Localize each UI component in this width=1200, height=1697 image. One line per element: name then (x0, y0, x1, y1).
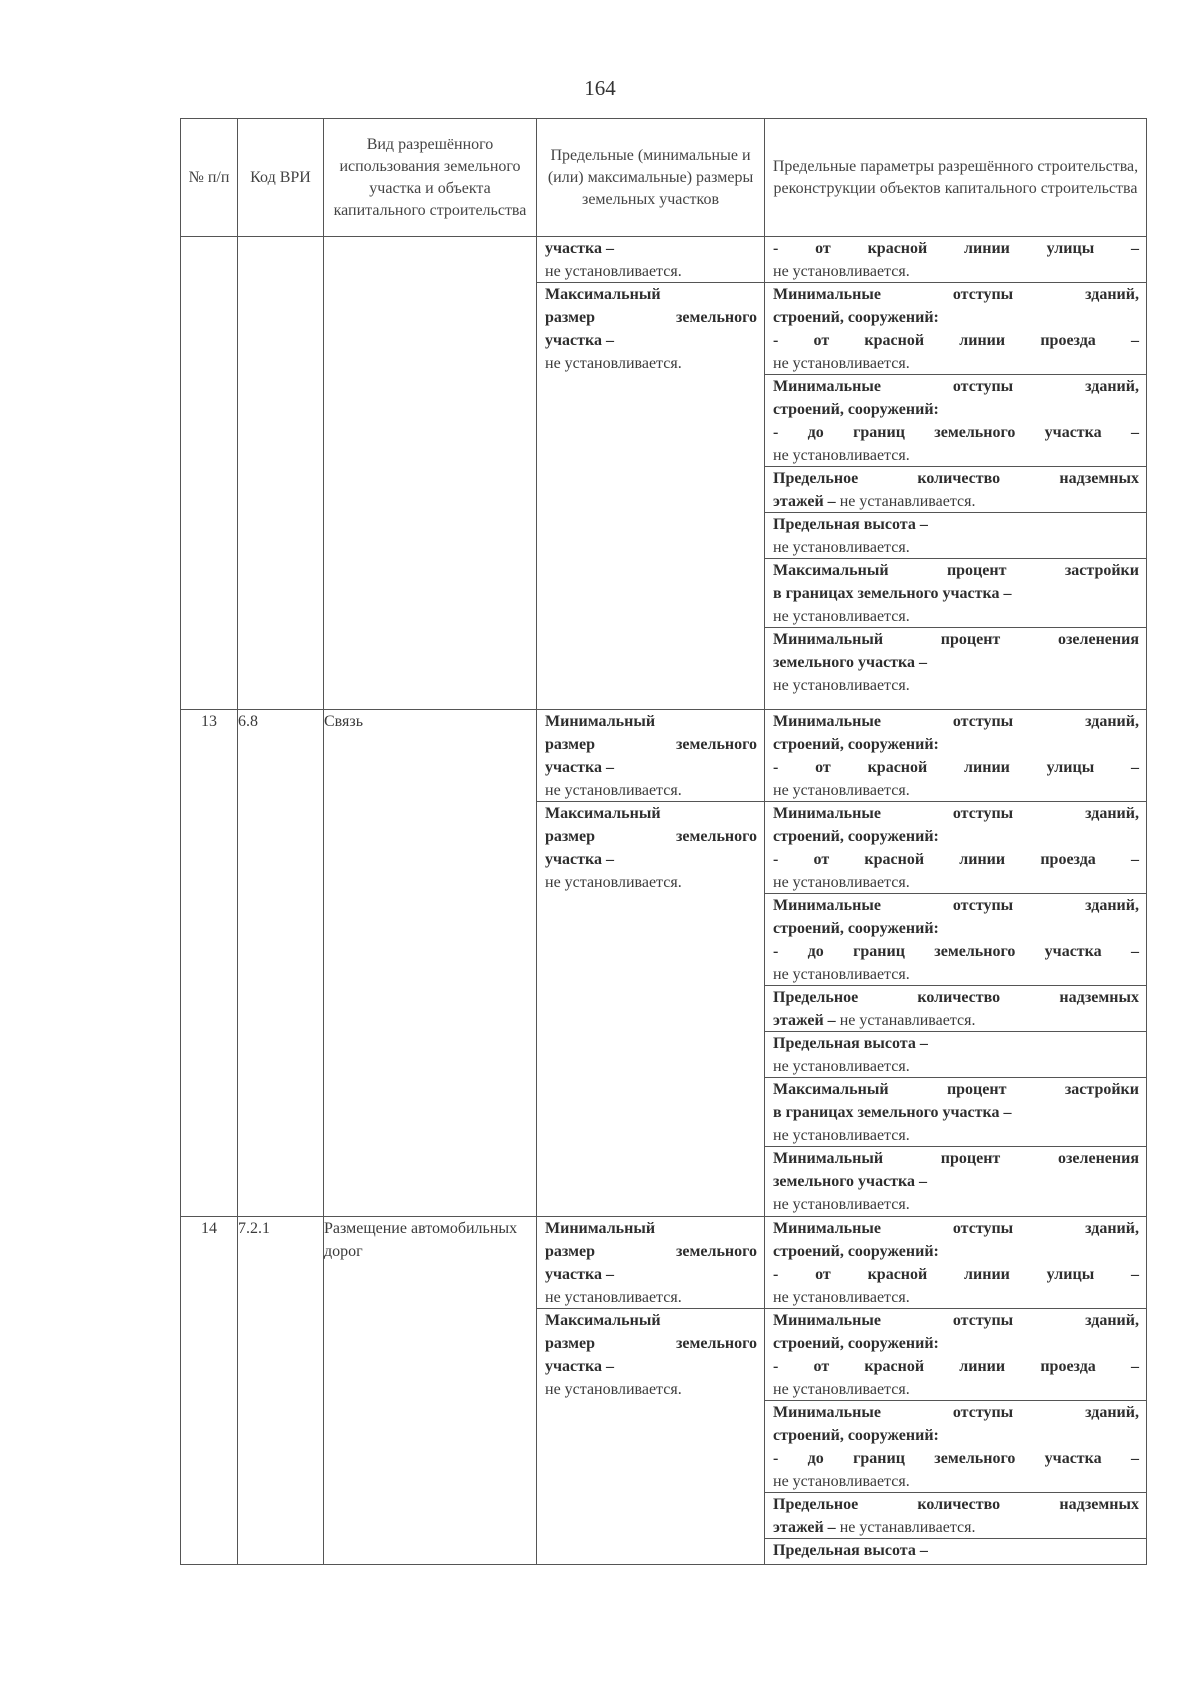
max-size (537, 802, 764, 1216)
param-text: в границах земельного участка – (773, 1104, 1012, 1121)
param-floors (765, 1493, 1146, 1539)
row-name: Связь (324, 710, 537, 1217)
row-code (238, 237, 324, 710)
param-text: Максимальный процент застройки (773, 1081, 1139, 1098)
param-build-pct (765, 1078, 1146, 1147)
param-floors (765, 467, 1146, 513)
size-text: размер земельного (545, 1243, 757, 1260)
param-text: Минимальные отступы зданий, (773, 1312, 1139, 1329)
page-number: 164 (584, 76, 616, 100)
size-text: размер земельного (545, 309, 757, 326)
size-text: не установливается. (545, 1289, 682, 1306)
size-text: Минимальный (545, 713, 656, 730)
param-text: - от красной линии проезда – (773, 332, 1139, 349)
param-text: земельного участка – (773, 654, 928, 671)
row-name: Размещение автомобильных дорог (324, 1217, 537, 1565)
sizes-cell (537, 710, 765, 1217)
row-name (324, 237, 537, 710)
param-text: - до границ земельного участка – (773, 1450, 1139, 1467)
row-num: 13 (181, 710, 238, 1217)
param-text: не установливается. (773, 782, 910, 799)
param-text: не установливается. (773, 263, 910, 280)
param-floors (765, 986, 1146, 1032)
param-text: не установливается. (773, 1196, 910, 1213)
param-border (765, 375, 1146, 467)
param-green-pct (765, 628, 1146, 697)
param-text: не установливается. (773, 677, 910, 694)
param-text: Минимальные отступы зданий, (773, 805, 1139, 822)
param-text: Минимальные отступы зданий, (773, 897, 1139, 914)
param-text: строений, сооружений: (773, 309, 939, 326)
param-text: строений, сооружений: (773, 1335, 939, 1352)
param-build-pct (765, 559, 1146, 628)
param-text: Предельная высота – (773, 1542, 928, 1559)
row-code: 6.8 (238, 710, 324, 1217)
param-driveway (765, 1309, 1146, 1401)
param-text: Минимальные отступы зданий, (773, 286, 1139, 303)
size-text: участка – (545, 851, 614, 868)
size-text: размер земельного (545, 1335, 757, 1352)
param-text: Минимальные отступы зданий, (773, 1404, 1139, 1421)
table-header-row (181, 119, 1147, 237)
size-text: не установливается. (545, 874, 682, 891)
param-street (765, 237, 1146, 283)
row-code: 7.2.1 (238, 1217, 324, 1565)
param-text: земельного участка – (773, 1173, 928, 1190)
param-text: не установливается. (773, 1289, 910, 1306)
param-text: не установливается. (773, 966, 910, 983)
param-text: Минимальные отступы зданий, (773, 378, 1139, 395)
param-text: Предельное количество надземных (773, 470, 1139, 487)
params-cell (765, 1217, 1147, 1565)
size-text: участка – (545, 332, 614, 349)
param-text: не устанавливается. (835, 1519, 976, 1536)
param-text: - от красной линии проезда – (773, 1358, 1139, 1375)
header-kind: Вид разрешённого использования земельного участка и объекта капитального строительства (324, 119, 537, 237)
param-text: не установливается. (773, 1058, 910, 1075)
param-text: не установливается. (773, 447, 910, 464)
size-text: не установливается. (545, 263, 682, 280)
param-street (765, 1217, 1146, 1309)
size-text: участка – (545, 1266, 614, 1283)
param-text: Минимальный процент озеленения (773, 1150, 1139, 1167)
param-text: не устанавливается. (835, 493, 976, 510)
size-text: размер земельного (545, 736, 757, 753)
table-row (181, 237, 1147, 710)
param-green-pct (765, 1147, 1146, 1216)
param-text: этажей – (773, 1012, 836, 1029)
param-border (765, 1401, 1146, 1493)
param-text: этажей – (773, 493, 836, 510)
header-code: Код ВРИ (238, 119, 324, 237)
param-text: не установливается. (773, 1127, 910, 1144)
param-text: строений, сооружений: (773, 736, 939, 753)
size-text: Максимальный (545, 1312, 661, 1329)
regulations-table (180, 118, 1147, 1565)
size-text: участка – (545, 240, 614, 257)
row-num: 14 (181, 1217, 238, 1565)
param-text: Минимальные отступы зданий, (773, 1220, 1139, 1237)
header-params: Предельные параметры разрешённого строительства, реконструкции объектов капитального строительства (765, 119, 1147, 237)
size-text: не установливается. (545, 1381, 682, 1398)
param-text: Минимальные отступы зданий, (773, 713, 1139, 730)
param-text: строений, сооружений: (773, 401, 939, 418)
param-text: Предельная высота – (773, 1035, 928, 1052)
sizes-cell (537, 237, 765, 710)
param-text: не установливается. (773, 355, 910, 372)
size-text: Минимальный (545, 1220, 656, 1237)
param-text: - от красной линии проезда – (773, 851, 1139, 868)
header-num: № п/п (181, 119, 238, 237)
min-size (537, 1217, 764, 1309)
param-height (765, 1539, 1146, 1564)
row-num (181, 237, 238, 710)
param-text: - от красной линии улицы – (773, 1266, 1139, 1283)
param-text: - от красной линии улицы – (773, 240, 1139, 257)
param-height (765, 1032, 1146, 1078)
param-border (765, 894, 1146, 986)
header-sizes: Предельные (минимальные и (или) максимальные) размеры земельных участков (537, 119, 765, 237)
param-text: строений, сооружений: (773, 920, 939, 937)
max-size (537, 283, 764, 709)
param-text: не установливается. (773, 874, 910, 891)
size-continuation (537, 237, 764, 283)
params-cell (765, 237, 1147, 710)
param-text: не установливается. (773, 1381, 910, 1398)
size-text: Максимальный (545, 805, 661, 822)
param-text: Предельное количество надземных (773, 1496, 1139, 1513)
param-text: строений, сооружений: (773, 1243, 939, 1260)
size-text: участка – (545, 1358, 614, 1375)
param-text: строений, сооружений: (773, 1427, 939, 1444)
param-text: Предельное количество надземных (773, 989, 1139, 1006)
table-row (181, 1217, 1147, 1565)
max-size (537, 1309, 764, 1564)
params-cell (765, 710, 1147, 1217)
size-text: не установливается. (545, 782, 682, 799)
min-size (537, 710, 764, 802)
param-text: не установливается. (773, 1473, 910, 1490)
param-text: Максимальный процент застройки (773, 562, 1139, 579)
param-text: - до границ земельного участка – (773, 424, 1139, 441)
param-text: - от красной линии улицы – (773, 759, 1139, 776)
param-street (765, 710, 1146, 802)
param-driveway (765, 802, 1146, 894)
size-text: Максимальный (545, 286, 661, 303)
param-height (765, 513, 1146, 559)
param-text: Минимальный процент озеленения (773, 631, 1139, 648)
param-text: этажей – (773, 1519, 836, 1536)
param-text: строений, сооружений: (773, 828, 939, 845)
param-text: в границах земельного участка – (773, 585, 1012, 602)
size-text: размер земельного (545, 828, 757, 845)
size-text: не установливается. (545, 355, 682, 372)
param-driveway (765, 283, 1146, 375)
param-text: - до границ земельного участка – (773, 943, 1139, 960)
param-text: не установливается. (773, 539, 910, 556)
param-text: Предельная высота – (773, 516, 928, 533)
sizes-cell (537, 1217, 765, 1565)
size-text: участка – (545, 759, 614, 776)
param-text: не установливается. (773, 608, 910, 625)
table-row (181, 710, 1147, 1217)
param-text: не устанавливается. (835, 1012, 976, 1029)
